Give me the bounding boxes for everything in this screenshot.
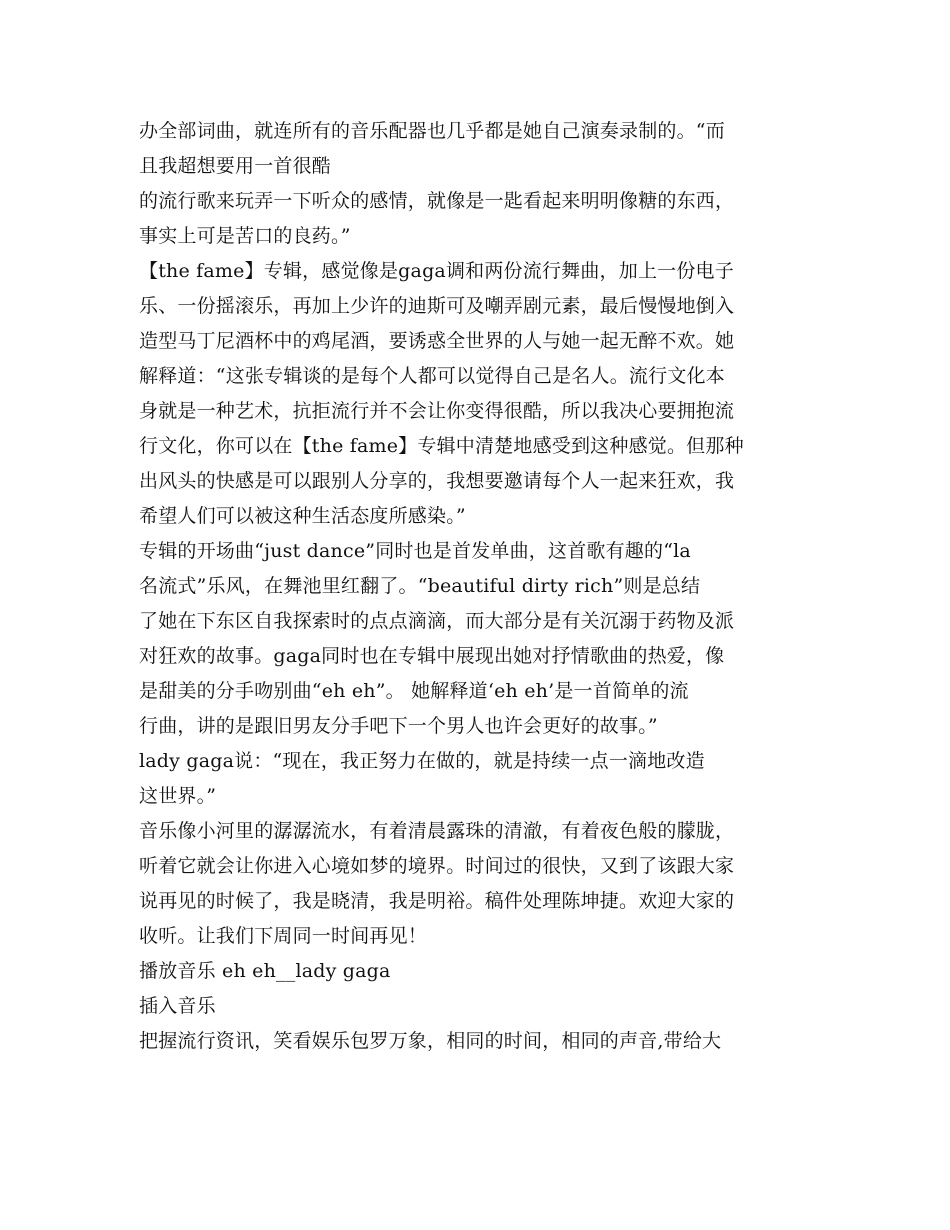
text-line: 出风头的快感是可以跟别人分享的，我想要邀请每个人一起来狂欢，我 <box>139 470 735 492</box>
text-line: 办全部词曲，就连所有的音乐配器也几乎都是她自己演奏录制的。“而 <box>139 120 725 142</box>
text-line: 了她在下东区自我探索时的点点滴滴，而大部分是有关沉溺于药物及派 <box>139 610 735 632</box>
text-line: 说再见的时候了，我是晓清，我是明裕。稿件处理陈坤捷。欢迎大家的 <box>139 890 735 912</box>
text-line: 行曲，讲的是跟旧男友分手吧下一个男人也许会更好的故事。” <box>139 715 658 737</box>
document-body <box>139 114 819 1059</box>
text-line: 听着它就会让你进入心境如梦的境界。时间过的很快，又到了该跟大家 <box>139 855 735 877</box>
text-line: 【the fame】专辑，感觉像是gaga调和两份流行舞曲，加上一份电子 <box>139 260 734 282</box>
text-line: 名流式”乐风，在舞池里红翻了。“beautiful dirty rich”则是总结 <box>139 575 701 597</box>
text-line: 希望人们可以被这种生活态度所感染。” <box>139 505 466 527</box>
text-line: 事实上可是苦口的良药。” <box>139 225 351 247</box>
text-line: 乐、一份摇滚乐，再加上少许的迪斯可及嘲弄剧元素，最后慢慢地倒入 <box>139 295 735 317</box>
text-line: 音乐像小河里的潺潺流水，有着清晨露珠的清澈，有着夜色般的朦胧， <box>139 820 735 842</box>
text-line: 对狂欢的故事。gaga同时也在专辑中展现出她对抒情歌曲的热爱，像 <box>139 645 725 667</box>
text-line: 是甜美的分手吻别曲“eh eh”。 她解释道‘eh eh’是一首简单的流 <box>139 680 689 702</box>
text-line: 身就是一种艺术，抗拒流行并不会让你变得很酷，所以我决心要拥抱流 <box>139 400 735 422</box>
text-line: 造型马丁尼酒杯中的鸡尾酒，要诱惑全世界的人与她一起无醉不欢。她 <box>139 330 735 352</box>
text-line: 的流行歌来玩弄一下听众的感情，就像是一匙看起来明明像糖的东西， <box>139 190 735 212</box>
text-line: 行文化，你可以在【the fame】专辑中清楚地感受到这种感觉。但那种 <box>139 435 744 457</box>
text-line: 把握流行资讯，笑看娱乐包罗万象，相同的时间，相同的声音,带给大 <box>139 1030 722 1052</box>
text-line: 这世界。” <box>139 785 217 807</box>
text-line: 专辑的开场曲“just dance”同时也是首发单曲，这首歌有趣的“la <box>139 540 691 562</box>
text-line: 且我超想要用一首很酷 <box>139 155 332 177</box>
text-line: 插入音乐 <box>139 995 216 1017</box>
text-line: 播放音乐 eh eh__lady gaga <box>139 960 391 982</box>
text-line: lady gaga说：“现在，我正努力在做的，就是持续一点一滴地改造 <box>139 750 705 772</box>
text-line: 解释道：“这张专辑谈的是每个人都可以觉得自己是名人。流行文化本 <box>139 365 725 387</box>
text-line: 收听。让我们下周同一时间再见！ <box>139 925 428 947</box>
